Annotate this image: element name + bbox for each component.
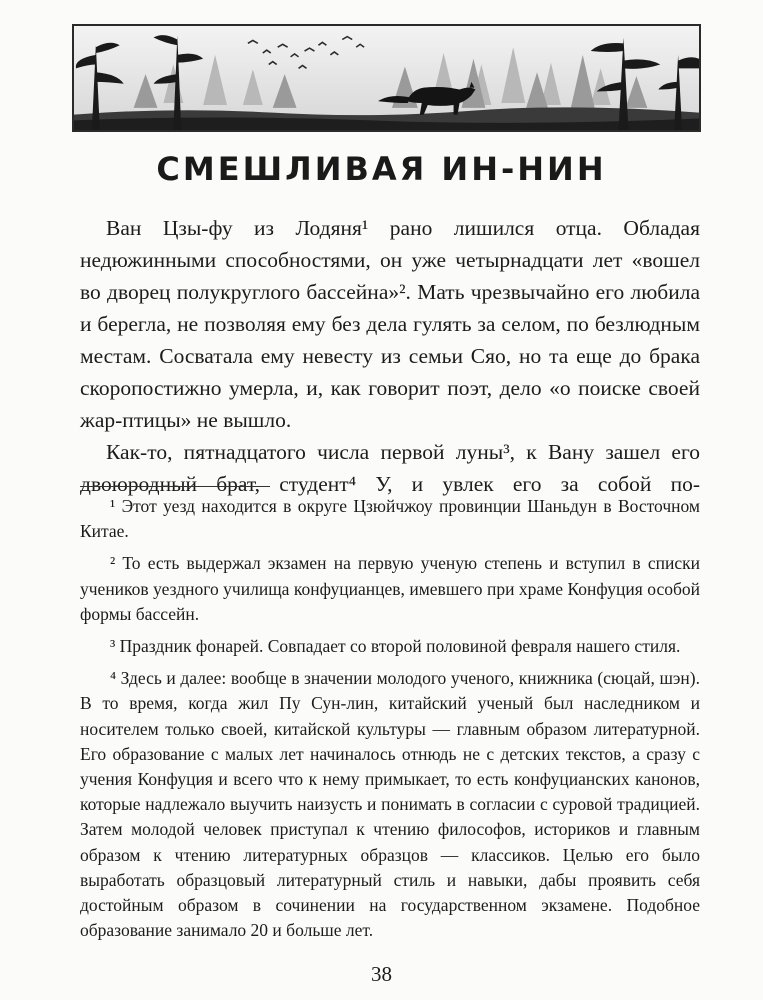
story-text — [80, 212, 700, 500]
footnote-divider — [80, 486, 270, 487]
footnotes — [80, 494, 700, 950]
footnote-4: ⁴ Здесь и далее: вообще в значении молодого ученого, книжника (сюцай, шэн). В то время, когда жил Пу Сун-лин, китайский ученый был наследником и носителем только своей, китайской культуры — главным образом литературной. Его образование с малых лет начиналось отнюдь не с детских текстов, а сразу с учения Конфуция и всего что к нему примыкает, то есть конфуцианских канонов, которые надлежало выучить наизусть и понимать в согласии с суровой традицией. Затем молодой человек приступал к чтению философов, историков и главным образом к чтению литературных образцов — классиков. Целью его было выработать образцовый литературный стиль и навыки, дабы проявить себя достойным образом в сочинении на государственном экзамене. Подобное образование занимало 20 и больше лет. — [80, 668, 700, 941]
page-number: 38 — [371, 962, 392, 986]
paragraph-2: Как-то, пятнадцатого числа первой луны³, к Вану зашел его двоюродный брат, студент⁴ У, и увлек его за собой по- — [80, 440, 700, 496]
paragraph-1: Ван Цзы-фу из Лодяня¹ рано лишился отца. Обладая недюжинными способностями, он уже четырнадцати лет «вошел во дворец полукруглого бассейна»². Мать чрезвычайно его любила и берегла, не позволяя ему без дела гулять за селом, по безлюдным местам. Сосватала ему невесту из семьи Сяо, но та еще до брака скоропостижно умерла, и, как говорит поэт, дело «о поиске своей жар-птицы» не вышло. — [80, 216, 700, 432]
header-illustration — [72, 24, 701, 132]
footnote-2: ² То есть выдержал экзамен на первую ученую степень и вступил в списки учеников уездного училища конфуцианцев, имевшего при храме Конфуция особой формы бассейн. — [80, 553, 700, 624]
footnote-1: ¹ Этот уезд находится в округе Цзюйчжоу провинции Шаньдун в Восточном Китае. — [80, 496, 700, 542]
footnote-3: ³ Праздник фонарей. Совпадает со второй половиной февраля нашего стиля. — [110, 636, 681, 657]
forest-fox-illustration-icon — [74, 26, 699, 130]
story-title: СМЕШЛИВАЯ ИН-НИН — [156, 150, 607, 188]
